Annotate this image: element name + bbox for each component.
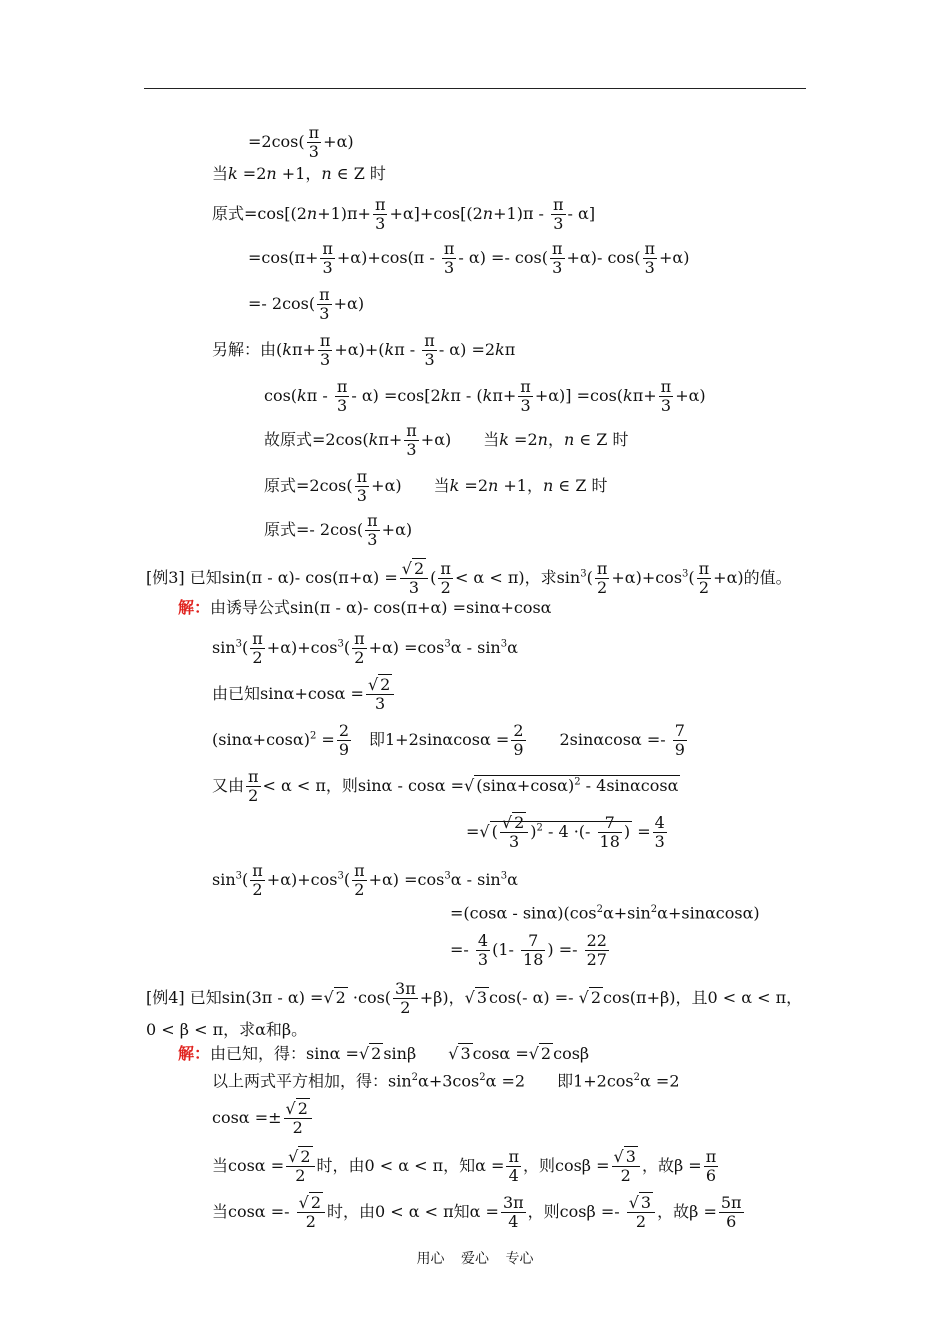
math-line: 原式=- 2cos( $\frac{\pi}{3}$ +α) (264, 511, 413, 549)
example-3-statement: [例3] 已知sin(π - α)- cos(π+α) = $\frac{√ 2}{3}$ ( $\frac{\pi}{2}$ < α < π)，求$\sin^3$( $\frac{\pi}{2}$ $+\alpha)+\cos^3$( $\frac{\pi}{2}$ +α)的值。 (146, 559, 792, 597)
math-line: 0 < β < π，求α和β。 (146, 1020, 308, 1039)
math-line: 另解：由(kπ+ $\frac{\pi}{3}$ +α)+(kπ - $\frac{\pi}{3}$ - α) =2kπ (212, 331, 516, 369)
solution-label: 解： (178, 598, 211, 617)
math-line: 故原式=2cos(kπ+ $\frac{\pi}{3}$ +α) 当k =2n，n ∈ Z 时 (264, 421, 629, 459)
math-line: 解：由已知，得：sinα =√ 2 sinβ √ 3 cosα =√ 2 cosβ (178, 1044, 590, 1063)
math-line: =cos(π+ $\frac{\pi}{3}$ +α)+cos(π - $\frac{\pi}{3}$ - α) =- cos( $\frac{\pi}{3}$ +α)- cos( $\frac{\pi}{3}$ +α) (248, 239, 690, 277)
math-line: =- 2cos( $\frac{\pi}{3}$ +α) (248, 285, 365, 323)
footer-text: 用心 (416, 1251, 445, 1267)
math-line: 当cosα =- $\frac{√ 2}{2}$ 时，由0 < α < π知α = $\frac{3\pi}{4}$ ，则cosβ =- $\frac{√ 3}{2}$ ，故β = $\frac{5\pi}{6}$ (212, 1193, 742, 1231)
math-line: =√ ( $\frac{√ 2}{3}$ )$^2$ - 4 ·(- $\frac{7}{18}$ ) = $\frac{4}{3}$ (466, 813, 665, 851)
math-line: cos(kπ - $\frac{\pi}{3}$ - α) =cos[2kπ - (kπ+ $\frac{\pi}{3}$ +α)] =cos(kπ+ $\frac{\pi}{3}$ +α) (264, 377, 706, 415)
footer-text: 爱心 (461, 1251, 489, 1267)
math-line: $\sin^3$( $\frac{\pi}{2}$ $+\alpha)+\cos^3$( $\frac{\pi}{2}$ $+\alpha) =\cos^3\alpha - \sin^3\alpha$ (212, 629, 518, 667)
math-line: 以上两式平方相加，得：$\sin^2\alpha+3\cos^2\alpha =2$ 即$1+2\cos^2\alpha =2$ (212, 1071, 680, 1091)
page-footer (0, 1248, 950, 1268)
example-4-statement: [例4] 已知sin(3π - α) =√ 2 ·cos( $\frac{3\pi}{2}$ +β)，√ 3 cos(- α) =- √ 2 cos(π+β)，且0 < α < π， (146, 979, 803, 1017)
math-line: =2cos( $\frac{\pi}{3}$ +α) (248, 123, 354, 161)
solution-label: 解： (178, 1044, 211, 1063)
math-line: 由已知sinα+cosα = $\frac{√ 2}{3}$ (212, 676, 396, 713)
math-line: 原式=cos[(2n+1)π+ $\frac{\pi}{3}$ +α]+cos[(2n+1)π - $\frac{\pi}{3}$ - α] (212, 195, 596, 233)
math-line: 当k =2n +1，n ∈ Z 时 (212, 164, 386, 183)
math-line: cosα =± $\frac{√ 2}{2}$ (212, 1100, 314, 1137)
header-rule (144, 88, 806, 89)
footer-text: 专心 (505, 1251, 534, 1267)
math-line: =- $\frac{4}{3}$ (1- $\frac{7}{18}$ ) =- $\frac{22}{27}$ (450, 931, 607, 969)
math-line: $(\sin\alpha+\cos\alpha)^2$ = $\frac{2}{9}$ 即1+2sinαcosα = $\frac{2}{9}$ 2sinαcosα =- $\frac{7}{9}$ (212, 721, 685, 759)
math-line: 又由 $\frac{\pi}{2}$ < α < π，则sinα - cosα =√ $(\sin\alpha+\cos\alpha)^2 - 4\sin\alpha\cos\alpha$ (212, 767, 679, 805)
math-line: $=(\cos\alpha - \sin\alpha)(\cos^2\alpha+\sin^2\alpha+\sin\alpha\cos\alpha)$ (450, 903, 760, 923)
math-line: 解：由诱导公式sin(π - α)- cos(π+α) =sinα+cosα (178, 598, 552, 617)
math-line: $\sin^3$( $\frac{\pi}{2}$ $+\alpha)+\cos^3$( $\frac{\pi}{2}$ $+\alpha) =\cos^3\alpha - \sin^3\alpha$ (212, 861, 518, 899)
math-line: 当cosα = $\frac{√ 2}{2}$ 时，由0 < α < π，知α = $\frac{\pi}{4}$ ，则cosβ = $\frac{√ 3}{2}$ ，故β = $\frac{\pi}{6}$ (212, 1147, 717, 1185)
math-line: 原式=2cos( $\frac{\pi}{3}$ +α) 当k =2n +1，n ∈ Z 时 (264, 467, 608, 505)
